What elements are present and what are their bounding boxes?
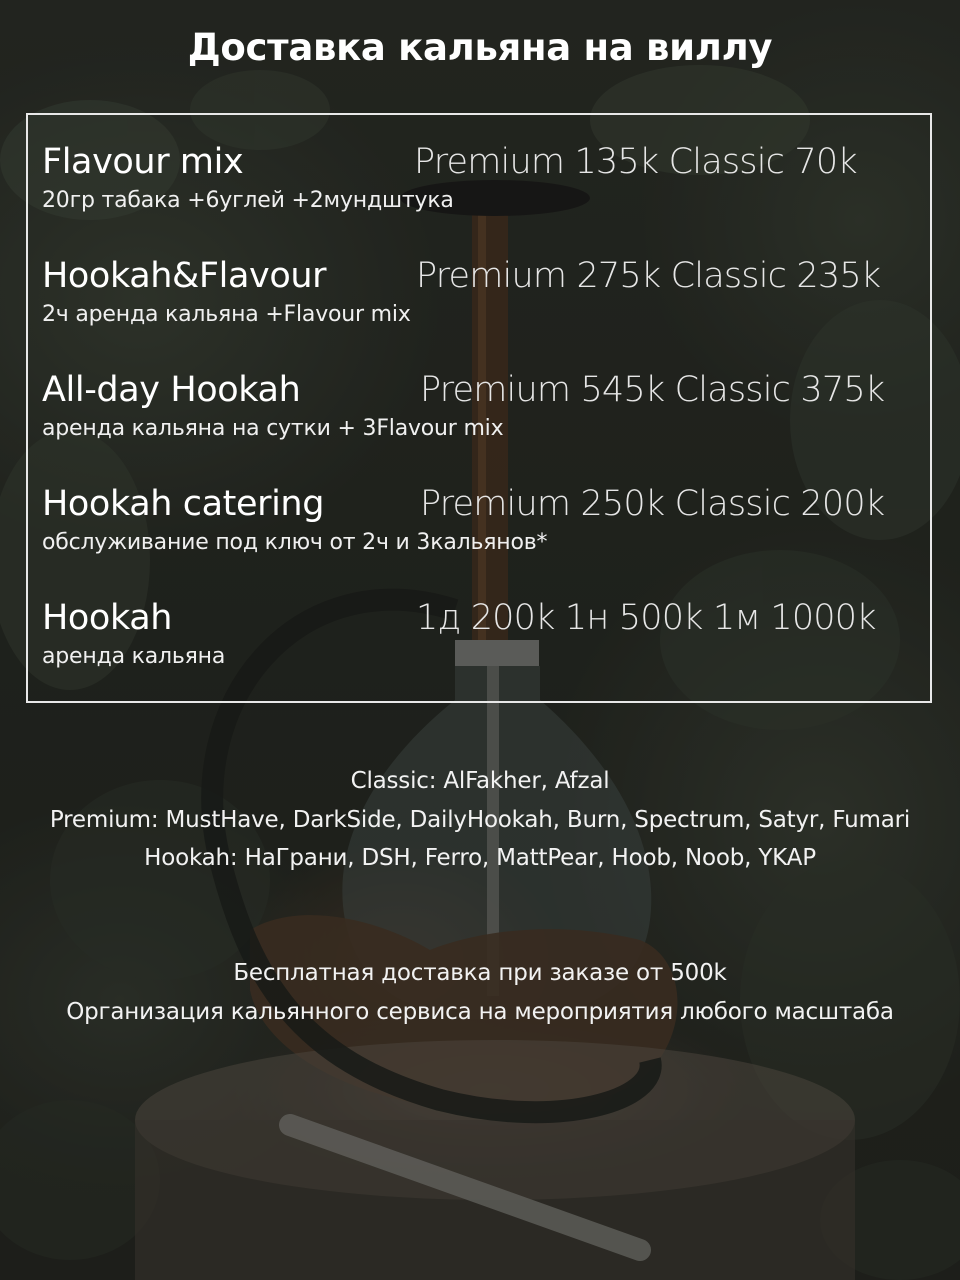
item-name: Flavour mix: [42, 142, 244, 182]
item-name: Hookah&Flavour: [42, 256, 327, 296]
item-price: 1д 200k 1н 500k 1м 1000k: [416, 598, 876, 638]
item-description: 20гр табака +6углей +2мундштука: [42, 188, 454, 213]
brands-premium: Premium: MustHave, DarkSide, DailyHookah, Burn, Spectrum, Satyr, Fumari: [49, 806, 911, 833]
free-delivery-note: Бесплатная доставка при заказе от 500k: [233, 960, 727, 986]
item-name: Hookah: [42, 598, 173, 638]
service-notes: [40, 954, 920, 1031]
item-price: Premium 545k Classic 375k: [420, 370, 885, 410]
item-description: обслуживание под ключ от 2ч и 3кальянов*: [42, 530, 548, 555]
item-name: Hookah catering: [42, 484, 325, 524]
item-description: аренда кальяна на сутки + 3Flavour mix: [42, 416, 504, 441]
item-description: 2ч аренда кальяна +Flavour mix: [42, 302, 411, 327]
item-price: Premium 275k Classic 235k: [416, 256, 881, 296]
brands-hookah: Hookah: НаГрани, DSH, Ferro, MattPear, Hoob, Noob, YKAP: [144, 845, 816, 871]
events-note: Организация кальянного сервиса на мероприятия любого масштаба: [66, 998, 894, 1025]
item-price: Premium 250k Classic 200k: [420, 484, 885, 524]
item-price: Premium 135k Classic 70k: [414, 142, 857, 182]
page-title: Доставка кальяна на виллу: [187, 26, 773, 69]
brand-list: [40, 762, 920, 878]
brands-classic: Classic: AlFakher, Afzal: [350, 768, 610, 794]
item-name: All-day Hookah: [42, 370, 301, 410]
item-description: аренда кальяна: [42, 644, 226, 669]
